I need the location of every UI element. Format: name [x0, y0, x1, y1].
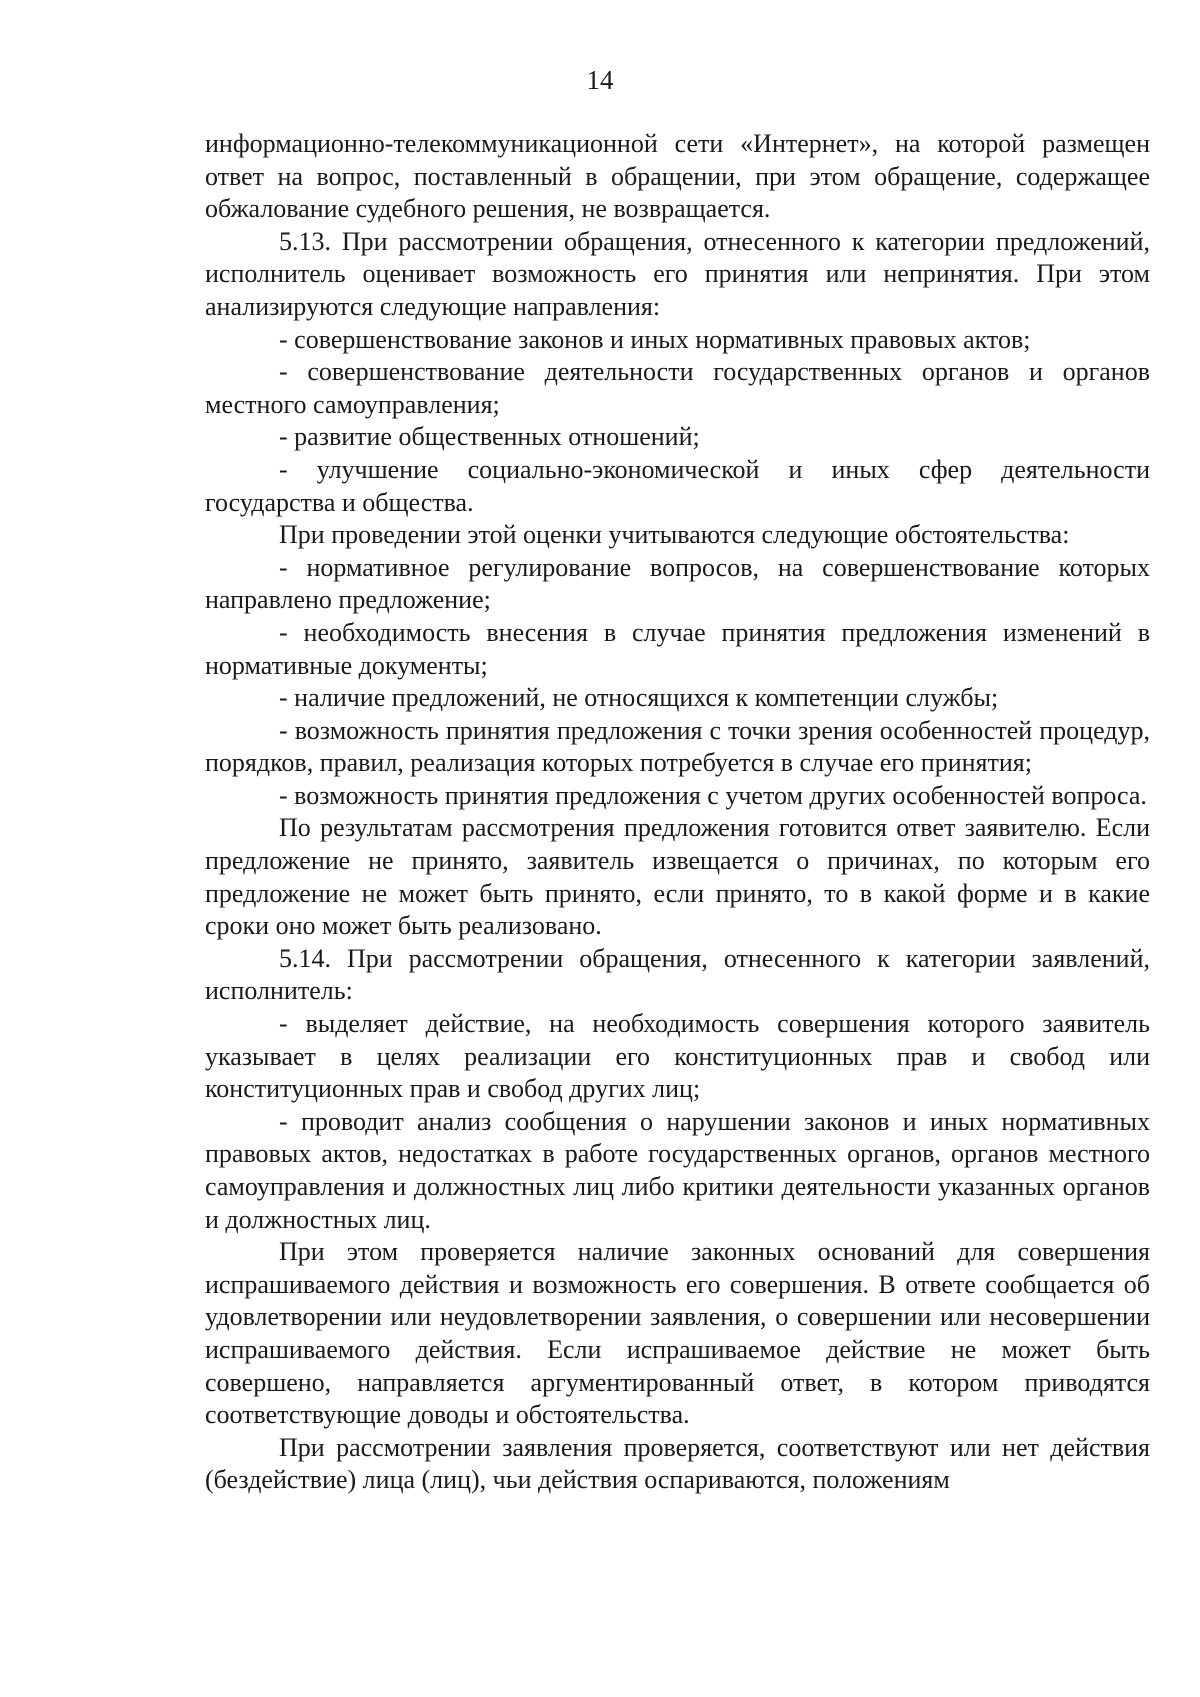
paragraph-4: - совершенствование деятельности государственных органов и органов местного самоуправления; [205, 357, 1150, 419]
paragraph-1: информационно-телекоммуникационной сети «Интернет», на которой размещен ответ на вопрос, поставленный в обращении, при этом обращение, содержащее обжалование судебного решения, не возвращается. [205, 129, 1150, 224]
paragraph-15: - выделяет действие, на необходимость совершения которого заявитель указывает в целях реализации его конституционных прав и свобод или конституционных прав и свобод других лиц; [205, 1009, 1150, 1104]
paragraph-10: - наличие предложений, не относящихся к компетенции службы; [279, 683, 999, 713]
paragraph-7: При проведении этой оценки учитываются следующие обстоятельства: [279, 520, 1070, 550]
paragraph-5: - развитие общественных отношений; [279, 422, 700, 452]
paragraph-9: - необходимость внесения в случае принятия предложения изменений в нормативные документы; [205, 617, 1150, 680]
paragraph-13: По результатам рассмотрения предложения готовится ответ заявителю. Если предложение не принято, заявитель извещается о причинах, по которым его предложение не может быть принято, если принято, то в какой форме и в какие сроки оно может быть реализовано. [205, 813, 1150, 941]
paragraph-12: - возможность принятия предложения с учетом других особенностей вопроса. [279, 780, 1147, 810]
paragraph-6: - улучшение социально-экономической и иных сфер деятельности государства и общества. [205, 454, 1150, 517]
paragraph-2: 5.13. При рассмотрении обращения, отнесенного к категории предложений, исполнитель оценивает возможность его принятия или непринятия. При этом анализируются следующие направления: [205, 226, 1150, 321]
paragraph-8: - нормативное регулирование вопросов, на совершенствование которых направлено предложение; [205, 552, 1150, 615]
page-number: 14 [586, 65, 614, 95]
document-body [205, 128, 1150, 1497]
paragraph-16: - проводит анализ сообщения о нарушении законов и иных нормативных правовых актов, недостатках в работе государственных органов, органов местного самоуправления и должностных лиц либо критики деятельности указанных органов и должностных лиц. [205, 1106, 1150, 1234]
paragraph-17: При этом проверяется наличие законных оснований для совершения испрашиваемого действия и возможность его совершения. В ответе сообщается об удовлетворении или неудовлетворении заявления, о совершении или несовершении испрашиваемого действия. Если испрашиваемое действие не может быть совершено, направляется аргументированный ответ, в котором приводятся соответствующие доводы и обстоятельства. [205, 1237, 1150, 1430]
paragraph-14: 5.14. При рассмотрении обращения, отнесенного к категории заявлений, исполнитель: [205, 943, 1150, 1006]
paragraph-11: - возможность принятия предложения с точки зрения особенностей процедур, порядков, правил, реализация которых потребуется в случае его принятия; [205, 715, 1150, 778]
paragraph-18: При рассмотрении заявления проверяется, соответствуют или нет действия (бездействие) лица (лиц), чьи действия оспариваются, положениям [205, 1432, 1150, 1495]
paragraph-3: - совершенствование законов и иных нормативных правовых актов; [279, 324, 1031, 354]
